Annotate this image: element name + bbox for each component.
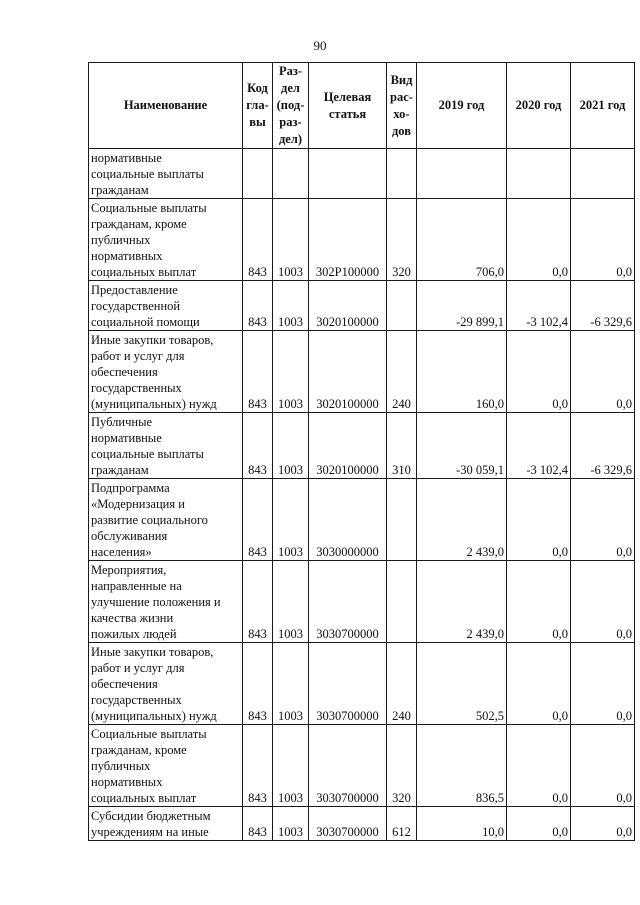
cell-y2021: 0,0: [571, 725, 635, 807]
cell-section: 1003: [273, 413, 309, 479]
table-row: [89, 413, 635, 479]
cell-expense: 320: [387, 199, 417, 281]
table-body: [89, 149, 635, 841]
header-section: Раз- дел (под- раз- дел): [273, 63, 309, 149]
cell-ministry: 843: [243, 479, 273, 561]
cell-y2021: [571, 149, 635, 199]
cell-expense: 612: [387, 807, 417, 841]
cell-y2020: -3 102,4: [507, 413, 571, 479]
table-row: [89, 149, 635, 199]
cell-y2020: 0,0: [507, 807, 571, 841]
cell-expense: 240: [387, 331, 417, 413]
cell-y2020: -3 102,4: [507, 281, 571, 331]
cell-y2021: -6 329,6: [571, 413, 635, 479]
cell-y2019: 2 439,0: [417, 561, 507, 643]
cell-name: Субсидии бюджетным учреждениям на иные: [89, 807, 243, 841]
cell-y2019: 160,0: [417, 331, 507, 413]
cell-y2021: -6 329,6: [571, 281, 635, 331]
cell-name: нормативные социальные выплаты гражданам: [89, 149, 243, 199]
cell-section: 1003: [273, 561, 309, 643]
cell-section: [273, 149, 309, 199]
header-2020: 2020 год: [507, 63, 571, 149]
cell-y2020: 0,0: [507, 331, 571, 413]
page-number: 90: [313, 38, 327, 53]
cell-target: 3020100000: [309, 281, 387, 331]
table-row: [89, 643, 635, 725]
table-header-row: [89, 63, 635, 149]
cell-ministry: 843: [243, 281, 273, 331]
cell-y2021: 0,0: [571, 331, 635, 413]
cell-name: Иные закупки товаров, работ и услуг для обеспечения государственных (муниципальных) нужд: [89, 331, 243, 413]
cell-section: 1003: [273, 807, 309, 841]
cell-section: 1003: [273, 331, 309, 413]
cell-section: 1003: [273, 479, 309, 561]
cell-section: 1003: [273, 281, 309, 331]
cell-section: 1003: [273, 199, 309, 281]
cell-name: Подпрограмма «Модернизация и развитие социального обслуживания населения»: [89, 479, 243, 561]
cell-name: Публичные нормативные социальные выплаты гражданам: [89, 413, 243, 479]
cell-y2021: 0,0: [571, 479, 635, 561]
cell-y2021: 0,0: [571, 643, 635, 725]
cell-ministry: [243, 149, 273, 199]
cell-ministry: 843: [243, 413, 273, 479]
cell-y2019: 2 439,0: [417, 479, 507, 561]
header-2021: 2021 год: [571, 63, 635, 149]
cell-y2019: -29 899,1: [417, 281, 507, 331]
header-name: Наименование: [89, 63, 243, 149]
cell-name: Иные закупки товаров, работ и услуг для обеспечения государственных (муниципальных) нужд: [89, 643, 243, 725]
table-row: [89, 199, 635, 281]
cell-ministry: 843: [243, 807, 273, 841]
cell-target: 3030000000: [309, 479, 387, 561]
budget-table: [88, 62, 635, 841]
cell-name: Социальные выплаты гражданам, кроме публичных нормативных социальных выплат: [89, 725, 243, 807]
table-row: [89, 561, 635, 643]
cell-expense: 320: [387, 725, 417, 807]
cell-expense: [387, 149, 417, 199]
cell-ministry: 843: [243, 725, 273, 807]
cell-y2019: 706,0: [417, 199, 507, 281]
cell-y2019: 836,5: [417, 725, 507, 807]
cell-y2020: 0,0: [507, 561, 571, 643]
cell-target: 3020100000: [309, 413, 387, 479]
cell-y2019: 502,5: [417, 643, 507, 725]
cell-expense: 240: [387, 643, 417, 725]
cell-ministry: 843: [243, 331, 273, 413]
cell-name: Мероприятия, направленные на улучшение положения и качества жизни пожилых людей: [89, 561, 243, 643]
header-2019: 2019 год: [417, 63, 507, 149]
cell-target: 3030700000: [309, 643, 387, 725]
cell-target: 302P100000: [309, 199, 387, 281]
cell-y2020: 0,0: [507, 725, 571, 807]
cell-y2019: -30 059,1: [417, 413, 507, 479]
cell-name: Предоставление государственной социальной помощи: [89, 281, 243, 331]
cell-ministry: 843: [243, 561, 273, 643]
table-row: [89, 281, 635, 331]
cell-ministry: 843: [243, 199, 273, 281]
cell-expense: [387, 281, 417, 331]
table-row: [89, 725, 635, 807]
cell-expense: 310: [387, 413, 417, 479]
cell-y2021: 0,0: [571, 561, 635, 643]
cell-target: [309, 149, 387, 199]
header-ministry-code: Код гла- вы: [243, 63, 273, 149]
cell-y2021: 0,0: [571, 199, 635, 281]
cell-target: 3030700000: [309, 807, 387, 841]
cell-expense: [387, 561, 417, 643]
cell-y2020: 0,0: [507, 199, 571, 281]
cell-y2021: 0,0: [571, 807, 635, 841]
table-row: [89, 479, 635, 561]
header-expense-type: Вид рас- хо- дов: [387, 63, 417, 149]
cell-target: 3030700000: [309, 561, 387, 643]
table-row: [89, 807, 635, 841]
cell-section: 1003: [273, 725, 309, 807]
cell-target: 3020100000: [309, 331, 387, 413]
cell-y2020: [507, 149, 571, 199]
cell-target: 3030700000: [309, 725, 387, 807]
cell-y2019: 10,0: [417, 807, 507, 841]
table-row: [89, 331, 635, 413]
cell-name: Социальные выплаты гражданам, кроме публичных нормативных социальных выплат: [89, 199, 243, 281]
cell-ministry: 843: [243, 643, 273, 725]
cell-expense: [387, 479, 417, 561]
cell-section: 1003: [273, 643, 309, 725]
cell-y2019: [417, 149, 507, 199]
header-target-article: Целевая статья: [309, 63, 387, 149]
cell-y2020: 0,0: [507, 643, 571, 725]
cell-y2020: 0,0: [507, 479, 571, 561]
